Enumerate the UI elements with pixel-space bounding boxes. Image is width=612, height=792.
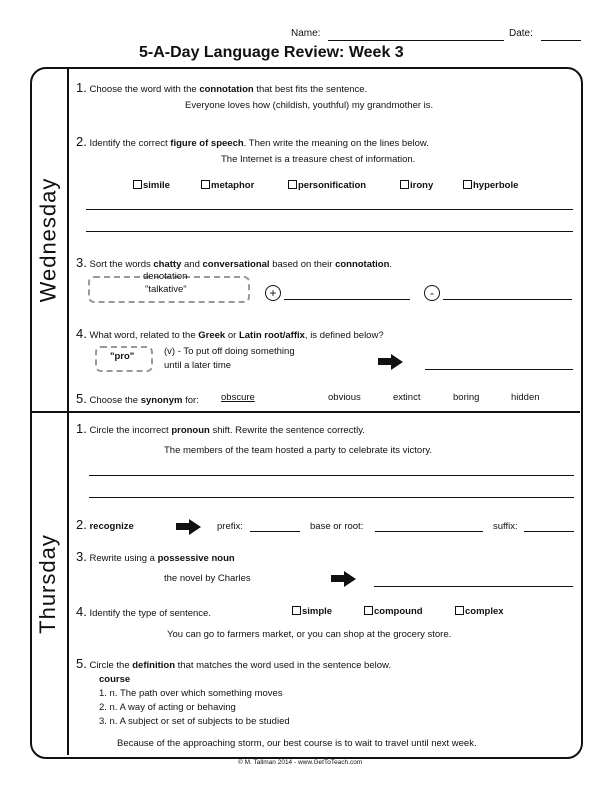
- wed-q2-option-metaphor[interactable]: metaphor: [201, 180, 254, 191]
- wed-q3-prompt: 3. Sort the words chatty and conversational based on their connotation.: [76, 255, 393, 270]
- synonym-option[interactable]: hidden: [511, 392, 540, 403]
- checkbox-icon: [400, 180, 409, 189]
- thu-q1-prompt: 1. Circle the incorrect pronoun shift. Rewrite the sentence correctly.: [76, 421, 365, 436]
- definition-line-2: until a later time: [164, 360, 232, 371]
- definition-option[interactable]: 3. n. A subject or set of subjects to be studied: [99, 716, 290, 727]
- wed-q1-sentence[interactable]: Everyone loves how (childish, youthful) my grandmother is.: [185, 100, 434, 111]
- thu-q3-phrase: the novel by Charles: [164, 573, 251, 584]
- day-row-divider: [31, 411, 580, 413]
- suffix-label: suffix:: [493, 521, 518, 532]
- name-line[interactable]: [328, 40, 504, 41]
- synonym-option[interactable]: boring: [453, 392, 480, 403]
- footer-credit: © M. Tallman 2014 - www.GetToTeach.com: [238, 759, 363, 766]
- positive-icon: +: [265, 285, 281, 301]
- definition-option[interactable]: 1. n. The path over which something moves: [99, 688, 283, 699]
- denotation-value: "talkative": [145, 284, 187, 295]
- definition-option[interactable]: 2. n. A way of acting or behaving: [99, 702, 236, 713]
- wed-q4-answer-line[interactable]: [425, 369, 573, 370]
- checkbox-icon: [292, 606, 301, 615]
- thu-q5-word: course: [99, 674, 131, 685]
- thu-q3-answer-line[interactable]: [374, 586, 573, 587]
- date-label: Date:: [509, 28, 533, 39]
- name-label: Name:: [291, 28, 321, 39]
- checkbox-icon: [455, 606, 464, 615]
- date-line[interactable]: [541, 40, 581, 41]
- checkbox-icon: [364, 606, 373, 615]
- wed-q2-option-hyperbole[interactable]: hyperbole: [463, 180, 518, 191]
- wednesday-label: Wednesday: [35, 177, 60, 302]
- wed-q2-option-personification[interactable]: personification: [288, 180, 366, 191]
- prefix-line[interactable]: [250, 531, 300, 532]
- wed-q5-prompt: 5. Choose the synonym for:: [76, 391, 199, 406]
- thu-q2-prompt: 2. recognize: [76, 517, 134, 532]
- synonym-target-word: obscure: [221, 392, 255, 403]
- base-label: base or root:: [310, 521, 364, 532]
- thu-q1-answer-line[interactable]: [89, 497, 574, 498]
- wed-q2-answer-line[interactable]: [86, 209, 573, 210]
- thu-q5-sentence: Because of the approaching storm, our best course is to wait to travel until next week.: [117, 738, 477, 749]
- thu-q4-option-compound[interactable]: compound: [364, 606, 423, 617]
- checkbox-icon: [463, 180, 472, 189]
- denotation-label: denotation: [143, 271, 188, 282]
- wed-q1-prompt: 1. Choose the word with the connotation that best fits the sentence.: [76, 80, 368, 95]
- prefix-label: prefix:: [217, 521, 243, 532]
- base-line[interactable]: [375, 531, 483, 532]
- wed-q2-answer-line[interactable]: [86, 231, 573, 232]
- checkbox-icon: [133, 180, 142, 189]
- thu-q3-prompt: 3. Rewrite using a possessive noun: [76, 549, 235, 564]
- definition-line-1: (v) - To put off doing something: [164, 346, 295, 357]
- checkbox-icon: [288, 180, 297, 189]
- wed-q2-option-irony[interactable]: irony: [400, 180, 433, 191]
- positive-answer-line[interactable]: [284, 299, 410, 300]
- wed-q2-sentence: The Internet is a treasure chest of information.: [221, 154, 416, 165]
- checkbox-icon: [201, 180, 210, 189]
- page-title: 5-A-Day Language Review: Week 3: [139, 44, 404, 61]
- thu-q1-sentence[interactable]: The members of the team hosted a party to celebrate its victory.: [164, 445, 433, 456]
- thu-q4-option-complex[interactable]: complex: [455, 606, 504, 617]
- suffix-line[interactable]: [524, 531, 574, 532]
- thu-q4-option-simple[interactable]: simple: [292, 606, 332, 617]
- wed-q2-option-simile[interactable]: simile: [133, 180, 170, 191]
- negative-answer-line[interactable]: [443, 299, 572, 300]
- wed-q4-prompt: 4. What word, related to the Greek or Latin root/affix, is defined below?: [76, 326, 384, 341]
- wed-q2-prompt: 2. Identify the correct figure of speech. Then write the meaning on the lines below.: [76, 134, 429, 149]
- root-value: "pro": [110, 351, 135, 362]
- negative-icon: -: [424, 285, 440, 301]
- synonym-option[interactable]: extinct: [393, 392, 421, 403]
- thursday-label: Thursday: [35, 534, 60, 634]
- thu-q5-prompt: 5. Circle the definition that matches the word used in the sentence below.: [76, 656, 391, 671]
- thu-q1-answer-line[interactable]: [89, 475, 574, 476]
- thu-q4-sentence: You can go to farmers market, or you can shop at the grocery store.: [167, 629, 452, 640]
- thu-q4-prompt: 4. Identify the type of sentence.: [76, 604, 211, 619]
- synonym-option[interactable]: obvious: [328, 392, 361, 403]
